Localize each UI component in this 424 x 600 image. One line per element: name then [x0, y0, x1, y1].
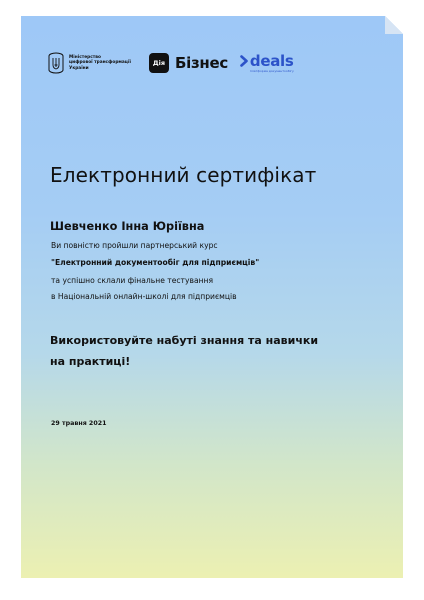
call-to-action-line: на практиці! — [50, 355, 131, 368]
certificate-title: Електронний сертифікат — [50, 163, 317, 187]
testing-text: та успішно склали фінальне тестування — [51, 276, 214, 285]
ministry-line: України — [69, 65, 89, 71]
partner-logos — [48, 50, 294, 76]
recipient-name: Шевченко Інна Юріївна — [50, 220, 205, 233]
page-fold-corner — [385, 16, 403, 34]
diia-logo-text: Дія — [152, 59, 166, 67]
ministry-name — [69, 55, 133, 72]
biznes-logo: Бізнес — [175, 54, 228, 72]
ministry-line: Міністерство — [69, 54, 101, 60]
ministry-logo — [48, 52, 133, 74]
call-to-action-line: Використовуйте набуті знання та навички — [50, 334, 319, 347]
deals-logo — [240, 51, 294, 73]
diia-logo — [149, 53, 169, 73]
school-text: в Національній онлайн-школі для підприємців — [51, 292, 237, 301]
chevron-right-icon — [240, 55, 249, 67]
ukraine-trident-icon — [48, 52, 64, 74]
issue-date: 29 травня 2021 — [51, 420, 107, 427]
completion-text: Ви повністю пройшли партнерський курс — [51, 241, 218, 250]
course-name: "Електронний документообіг для підприємців" — [51, 258, 260, 267]
deals-logo-text: deals — [249, 51, 294, 70]
deals-tagline: платформа документообігу — [249, 68, 294, 73]
ministry-line: цифрової трансформації — [69, 60, 131, 66]
